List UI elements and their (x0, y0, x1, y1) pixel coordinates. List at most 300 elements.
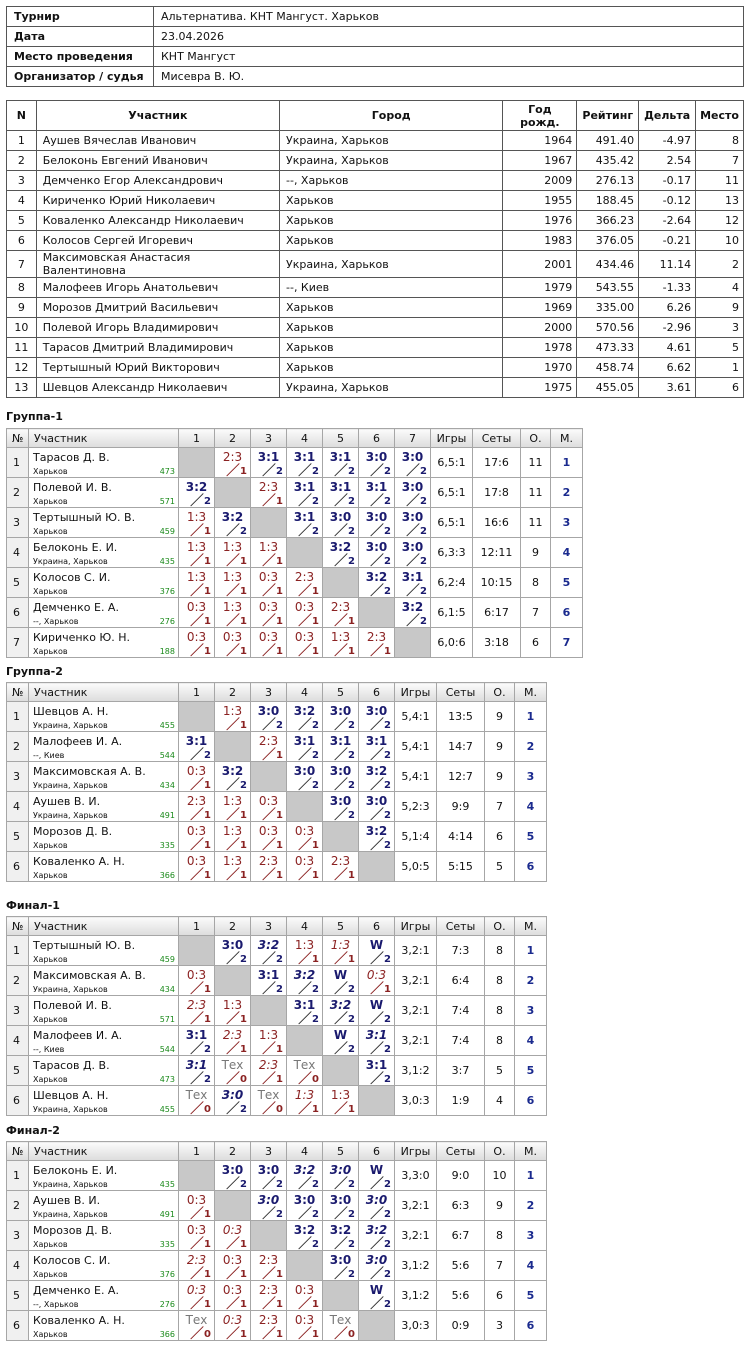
match-score: 3:2 (185, 480, 208, 494)
row-number: 5 (7, 822, 29, 852)
match-points: 1 (204, 1299, 211, 1310)
match-score: 0:3 (186, 1193, 207, 1207)
player-name: Максимовская А. В. (33, 969, 146, 982)
match-points: 1 (276, 750, 283, 761)
match-cell (179, 508, 215, 538)
match-points: 2 (384, 556, 391, 567)
col-pts-header: О. (485, 683, 515, 702)
match-points: 2 (348, 780, 355, 791)
self-match-cell (287, 1251, 323, 1281)
match-cell (359, 966, 395, 996)
player-cell (29, 762, 179, 792)
games-cell: 3,2:1 (395, 1191, 437, 1221)
col-opponent-header: 6 (359, 429, 395, 448)
participant-cell: 335.00 (577, 298, 639, 318)
player-city: --, Киев (33, 751, 65, 760)
col-opponent-header: 1 (179, 917, 215, 936)
place-cell: 2 (515, 966, 547, 996)
tournament-info-table (6, 6, 744, 87)
match-points: 1 (312, 1299, 319, 1310)
match-cell (179, 538, 215, 568)
participant-cell: 366.23 (577, 211, 639, 231)
row-number: 1 (7, 448, 29, 478)
match-points: 2 (384, 1014, 391, 1025)
sets-cell: 5:6 (437, 1281, 485, 1311)
points-cell: 9 (485, 732, 515, 762)
points-cell: 8 (485, 1221, 515, 1251)
player-cell (29, 936, 179, 966)
participant-cell: 491.40 (577, 131, 639, 151)
participant-cell: 2009 (503, 171, 577, 191)
match-score: 1:3 (222, 998, 243, 1012)
match-points: 2 (204, 496, 211, 507)
participant-cell: 1979 (503, 278, 577, 298)
self-match-cell (323, 568, 359, 598)
participant-cell: Харьков (280, 211, 503, 231)
match-cell (359, 1026, 395, 1056)
match-points: 1 (240, 810, 247, 821)
match-score: 3:0 (365, 540, 388, 554)
player-rating: 335 (159, 841, 175, 850)
match-score: 3:2 (329, 1223, 352, 1237)
match-cell (323, 628, 359, 658)
player-name: Кириченко Ю. Н. (33, 631, 131, 644)
player-name: Шевцов А. Н. (33, 1089, 109, 1102)
match-score: 1:3 (222, 824, 243, 838)
sets-cell: 16:6 (473, 508, 521, 538)
group-row (7, 598, 583, 628)
match-points: 1 (384, 984, 391, 995)
col-opponent-header: 4 (287, 429, 323, 448)
match-cell (395, 598, 431, 628)
player-city: Харьков (33, 647, 68, 656)
match-points: 2 (384, 1179, 391, 1190)
sets-cell: 13:5 (437, 702, 485, 732)
player-cell (29, 1026, 179, 1056)
participant-cell: Белоконь Евгений Иванович (36, 151, 279, 171)
participant-cell: 1969 (503, 298, 577, 318)
row-number: 5 (7, 1056, 29, 1086)
match-points: 1 (240, 1269, 247, 1280)
match-points: 2 (384, 810, 391, 821)
self-match-cell (215, 966, 251, 996)
match-cell (179, 1251, 215, 1281)
participant-row (7, 251, 744, 278)
match-points: 1 (204, 810, 211, 821)
match-score: 1:3 (222, 704, 243, 718)
self-match-cell (323, 1056, 359, 1086)
col-no-header: № (7, 917, 29, 936)
sets-cell: 12:7 (437, 762, 485, 792)
player-rating: 434 (159, 781, 175, 790)
participant-cell: 10 (696, 231, 744, 251)
place-cell: 6 (515, 852, 547, 882)
match-score: 3:2 (365, 570, 388, 584)
participant-cell: Тертышный Юрий Викторович (36, 358, 279, 378)
col-place-header: М. (551, 429, 583, 448)
participants-col-header: N (7, 101, 37, 131)
group-header-row (7, 1142, 547, 1161)
match-score: 2:3 (258, 1058, 279, 1072)
match-cell (215, 996, 251, 1026)
match-score: 3:2 (401, 600, 424, 614)
col-no-header: № (7, 1142, 29, 1161)
col-opponent-header: 3 (251, 683, 287, 702)
match-score: 2:3 (222, 1028, 243, 1042)
place-cell: 1 (515, 702, 547, 732)
participant-cell: 6 (696, 378, 744, 398)
match-cell (359, 1161, 395, 1191)
match-cell (251, 1251, 287, 1281)
player-city: Харьков (33, 1270, 68, 1279)
match-points: 1 (276, 556, 283, 567)
match-cell (359, 936, 395, 966)
match-cell (287, 732, 323, 762)
sets-cell: 5:15 (437, 852, 485, 882)
participant-row (7, 151, 744, 171)
match-points: 2 (240, 1104, 247, 1115)
match-cell (215, 568, 251, 598)
match-score: 3:0 (401, 540, 424, 554)
match-cell (215, 1251, 251, 1281)
points-cell: 8 (485, 936, 515, 966)
match-cell (215, 598, 251, 628)
col-player-header: Участник (29, 683, 179, 702)
match-score: 3:0 (221, 1163, 244, 1177)
participant-cell: 13 (7, 378, 37, 398)
match-points: 2 (348, 1179, 355, 1190)
match-score: 0:3 (186, 1283, 207, 1297)
player-name: Тертышный Ю. В. (33, 939, 136, 952)
match-points: 2 (276, 720, 283, 731)
match-points: 1 (312, 586, 319, 597)
participant-cell: Украина, Харьков (280, 251, 503, 278)
info-row-tournament (7, 7, 744, 27)
col-games-header: Игры (395, 917, 437, 936)
player-rating: 491 (159, 1210, 175, 1219)
match-points: 1 (348, 1104, 355, 1115)
player-city: Харьков (33, 527, 68, 536)
match-points: 1 (276, 840, 283, 851)
match-points: 1 (204, 780, 211, 791)
participant-cell: 10 (7, 318, 37, 338)
match-cell (215, 538, 251, 568)
match-cell (323, 732, 359, 762)
match-score: 3:2 (293, 1163, 316, 1177)
match-cell (251, 1281, 287, 1311)
match-score: 1:3 (258, 540, 279, 554)
match-points: 1 (276, 870, 283, 881)
col-sets-header: Сеты (437, 917, 485, 936)
match-cell (251, 598, 287, 628)
games-cell: 3,1:2 (395, 1281, 437, 1311)
player-name: Малофеев И. А. (33, 735, 123, 748)
player-city: Харьков (33, 841, 68, 850)
participant-cell: 6.26 (639, 298, 696, 318)
match-cell (395, 538, 431, 568)
match-score: 3:0 (401, 450, 424, 464)
match-points: 1 (348, 954, 355, 965)
match-points: 1 (276, 1329, 283, 1340)
participant-cell: --, Харьков (280, 171, 503, 191)
match-score: 3:0 (401, 510, 424, 524)
match-score: W (369, 1283, 384, 1297)
match-score: 3:0 (221, 1088, 244, 1102)
group-row (7, 1191, 547, 1221)
match-points: 1 (240, 1044, 247, 1055)
participant-cell: 9 (7, 298, 37, 318)
sets-cell: 9:9 (437, 792, 485, 822)
points-cell: 11 (521, 448, 551, 478)
self-match-cell (359, 1086, 395, 1116)
match-score: 1:3 (258, 1028, 279, 1042)
match-score: 3:1 (185, 734, 208, 748)
participant-row (7, 358, 744, 378)
col-pts-header: О. (485, 917, 515, 936)
match-cell (179, 1026, 215, 1056)
col-place-header: М. (515, 1142, 547, 1161)
participant-cell: 11.14 (639, 251, 696, 278)
sets-cell: 17:8 (473, 478, 521, 508)
match-score: 2:3 (186, 794, 207, 808)
match-score: 3:2 (329, 540, 352, 554)
participant-cell: Максимовская Анастасия Валентиновна (36, 251, 279, 278)
group-header-row (7, 429, 583, 448)
match-cell (323, 966, 359, 996)
place-cell: 2 (515, 1191, 547, 1221)
match-points: 2 (312, 750, 319, 761)
self-match-cell (215, 478, 251, 508)
col-pts-header: О. (521, 429, 551, 448)
match-score: 3:1 (185, 1058, 208, 1072)
participant-cell: 11 (7, 338, 37, 358)
match-points: 2 (276, 1209, 283, 1220)
col-opponent-header: 1 (179, 429, 215, 448)
match-points: 1 (348, 616, 355, 627)
participant-cell: 7 (7, 251, 37, 278)
match-points: 1 (240, 1239, 247, 1250)
match-points: 1 (204, 1014, 211, 1025)
match-points: 1 (276, 1299, 283, 1310)
match-score: Тех (257, 1088, 280, 1102)
match-points: 1 (348, 870, 355, 881)
match-score: 1:3 (294, 938, 315, 952)
match-cell (359, 1191, 395, 1221)
participant-row (7, 131, 744, 151)
match-cell (323, 1161, 359, 1191)
player-cell (29, 1251, 179, 1281)
group-row (7, 1281, 547, 1311)
match-score: 3:2 (257, 938, 280, 952)
player-city: Харьков (33, 497, 68, 506)
match-points: 1 (312, 1329, 319, 1340)
match-score: 3:0 (365, 450, 388, 464)
participants-col-header: Год рожд. (503, 101, 577, 131)
participant-row (7, 191, 744, 211)
match-points: 1 (204, 1209, 211, 1220)
match-cell (215, 1086, 251, 1116)
games-cell: 5,1:4 (395, 822, 437, 852)
match-points: 0 (240, 1074, 247, 1085)
player-cell (29, 1161, 179, 1191)
match-points: 2 (204, 1074, 211, 1085)
match-cell (251, 628, 287, 658)
player-cell (29, 1056, 179, 1086)
player-name: Морозов Д. В. (33, 825, 113, 838)
sets-cell: 9:0 (437, 1161, 485, 1191)
match-points: 1 (240, 466, 247, 477)
points-cell: 10 (485, 1161, 515, 1191)
match-points: 2 (348, 750, 355, 761)
match-cell (251, 702, 287, 732)
match-points: 2 (312, 1239, 319, 1250)
match-points: 1 (240, 616, 247, 627)
participant-row (7, 231, 744, 251)
self-match-cell (179, 448, 215, 478)
participant-row (7, 278, 744, 298)
match-cell (287, 448, 323, 478)
match-cell (251, 1311, 287, 1341)
points-cell: 8 (521, 568, 551, 598)
match-score: 0:3 (294, 824, 315, 838)
player-name: Шевцов А. Н. (33, 705, 109, 718)
col-place-header: М. (515, 917, 547, 936)
row-number: 1 (7, 1161, 29, 1191)
participant-cell: Аушев Вячеслав Иванович (36, 131, 279, 151)
match-cell (179, 1056, 215, 1086)
player-city: Украина, Харьков (33, 557, 108, 566)
player-cell (29, 1221, 179, 1251)
participant-cell: -4.97 (639, 131, 696, 151)
col-no-header: № (7, 683, 29, 702)
participant-cell: 1955 (503, 191, 577, 211)
match-points: 2 (312, 496, 319, 507)
group-row (7, 852, 547, 882)
match-score: 3:0 (329, 1253, 352, 1267)
games-cell: 3,2:1 (395, 936, 437, 966)
row-number: 3 (7, 508, 29, 538)
games-cell: 3,2:1 (395, 996, 437, 1026)
group-row (7, 1251, 547, 1281)
player-name: Колосов С. И. (33, 571, 111, 584)
player-rating: 276 (159, 1300, 175, 1309)
participant-cell: 2 (696, 251, 744, 278)
match-cell (287, 628, 323, 658)
col-opponent-header: 2 (215, 917, 251, 936)
participant-cell: 543.55 (577, 278, 639, 298)
participant-cell: 1964 (503, 131, 577, 151)
match-points: 2 (384, 1074, 391, 1085)
player-cell (29, 1191, 179, 1221)
match-cell (179, 568, 215, 598)
match-cell (359, 996, 395, 1026)
match-points: 2 (204, 1044, 211, 1055)
place-cell: 4 (515, 792, 547, 822)
match-cell (251, 1191, 287, 1221)
match-cell (287, 478, 323, 508)
match-points: 2 (276, 466, 283, 477)
player-name: Аушев В. И. (33, 795, 101, 808)
participant-cell: 12 (696, 211, 744, 231)
match-cell (323, 538, 359, 568)
match-cell (323, 448, 359, 478)
player-cell (29, 852, 179, 882)
participant-cell: Шевцов Александр Николаевич (36, 378, 279, 398)
col-player-header: Участник (29, 429, 179, 448)
self-match-cell (287, 1026, 323, 1056)
match-score: 3:0 (329, 794, 352, 808)
points-cell: 6 (485, 822, 515, 852)
match-cell (359, 732, 395, 762)
row-number: 6 (7, 852, 29, 882)
player-cell (29, 966, 179, 996)
match-points: 2 (420, 526, 427, 537)
match-points: 2 (348, 810, 355, 821)
player-name: Максимовская А. В. (33, 765, 146, 778)
player-city: Украина, Харьков (33, 1105, 108, 1114)
match-score: 3:1 (293, 510, 316, 524)
points-cell: 8 (485, 966, 515, 996)
match-cell (323, 762, 359, 792)
player-rating: 435 (159, 557, 175, 566)
participant-cell: 3.61 (639, 378, 696, 398)
player-name: Демченко Е. А. (33, 601, 119, 614)
player-city: Харьков (33, 1015, 68, 1024)
player-rating: 473 (159, 1075, 175, 1084)
match-score: W (333, 968, 348, 982)
match-score: 1:3 (186, 510, 207, 524)
match-points: 2 (384, 1239, 391, 1250)
col-games-header: Игры (431, 429, 473, 448)
match-points: 2 (276, 984, 283, 995)
player-city: Украина, Харьков (33, 811, 108, 820)
match-score: 2:3 (258, 854, 279, 868)
match-points: 1 (276, 810, 283, 821)
match-cell (323, 1221, 359, 1251)
match-cell (287, 1086, 323, 1116)
sets-cell: 14:7 (437, 732, 485, 762)
match-points: 2 (348, 556, 355, 567)
match-score: 3:1 (365, 1028, 388, 1042)
games-cell: 5,0:5 (395, 852, 437, 882)
match-score: 0:3 (366, 968, 387, 982)
match-points: 1 (312, 870, 319, 881)
match-points: 2 (384, 780, 391, 791)
match-cell (395, 448, 431, 478)
col-no-header: № (7, 429, 29, 448)
match-score: W (369, 1163, 384, 1177)
games-cell: 6,5:1 (431, 448, 473, 478)
match-points: 1 (204, 556, 211, 567)
match-points: 2 (312, 1209, 319, 1220)
player-city: Украина, Харьков (33, 781, 108, 790)
match-cell (323, 996, 359, 1026)
row-number: 3 (7, 762, 29, 792)
games-cell: 3,1:2 (395, 1056, 437, 1086)
player-cell (29, 478, 179, 508)
match-cell (179, 478, 215, 508)
participant-cell: 376.05 (577, 231, 639, 251)
row-number: 4 (7, 1251, 29, 1281)
games-cell: 6,2:4 (431, 568, 473, 598)
player-cell (29, 1281, 179, 1311)
match-score: 3:0 (365, 1253, 388, 1267)
points-cell: 8 (485, 996, 515, 1026)
match-cell (179, 1281, 215, 1311)
sets-cell: 7:3 (437, 936, 485, 966)
match-points: 2 (384, 1299, 391, 1310)
participant-cell: 2000 (503, 318, 577, 338)
